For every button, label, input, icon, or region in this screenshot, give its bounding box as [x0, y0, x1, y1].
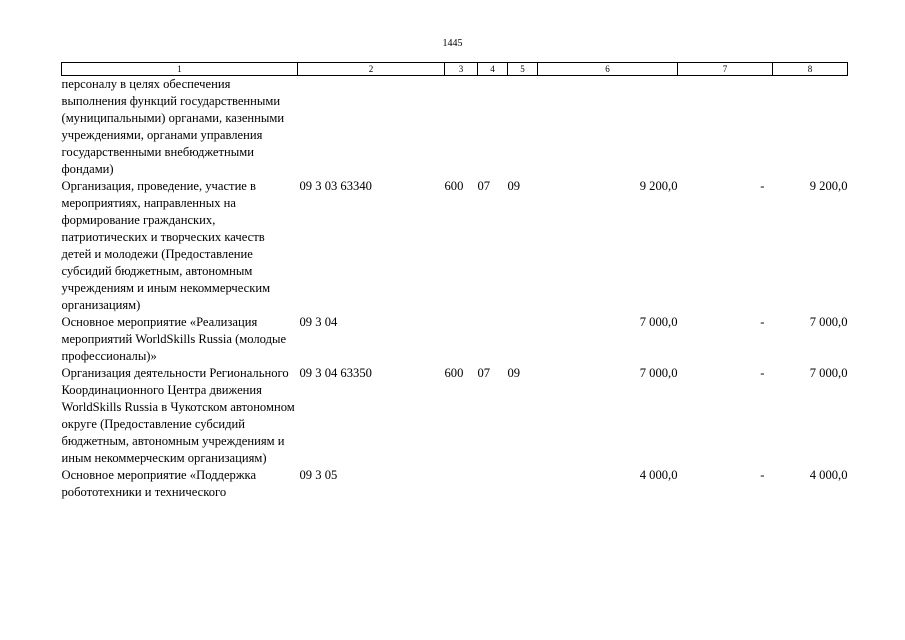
row-pr [508, 467, 538, 501]
row-name: Основное мероприятие «Реализация мероприятий WorldSkills Russia (молодые профессионалы)» [61, 315, 287, 363]
row-amount: 7 000,0 [639, 366, 678, 380]
header-row [62, 63, 848, 76]
column-header-8: 8 [773, 63, 848, 76]
budget-table [61, 62, 848, 501]
row-rz: 07 [477, 366, 491, 380]
table-row [62, 178, 848, 314]
column-header-3: 3 [445, 63, 478, 76]
row-name: Организация, проведение, участие в мероприятиях, направленных на формирование гражданских, патриотических и творческих качеств детей и молодежи (Предоставление субсидий бюджетным, автономным учреждениям и иным некоммерческим организациям) [61, 179, 271, 312]
row-pr: 09 [507, 179, 521, 193]
column-header-5: 5 [508, 63, 538, 76]
row-rz [478, 314, 508, 365]
column-header-1: 1 [62, 63, 298, 76]
row-amount: 4 000,0 [639, 468, 678, 482]
row-pr [508, 314, 538, 365]
column-header-2: 2 [298, 63, 445, 76]
row-total [773, 76, 848, 179]
row-amount [538, 76, 678, 179]
row-total: 7 000,0 [809, 366, 848, 380]
row-code [298, 76, 445, 179]
table-row [62, 365, 848, 467]
row-total: 7 000,0 [809, 315, 848, 329]
row-code: 09 3 04 63350 [299, 366, 372, 380]
table-body [62, 76, 848, 502]
row-change: - [760, 366, 765, 380]
row-name: Организация деятельности Регионального Координационного Центра движения WorldSkills Russia в Чукотском автономном округе (Предоставление субсидий бюджетным, автономным учреждениям и иным некоммерческим организациям) [61, 366, 295, 465]
row-vr [445, 76, 478, 179]
row-amount: 7 000,0 [639, 315, 678, 329]
column-header-7: 7 [678, 63, 773, 76]
row-vr [445, 467, 478, 501]
row-change: - [760, 315, 765, 329]
column-header-4: 4 [478, 63, 508, 76]
row-code: 09 3 05 [299, 468, 338, 482]
table-row [62, 314, 848, 365]
row-change [678, 76, 773, 179]
row-vr: 600 [444, 179, 464, 193]
row-total: 9 200,0 [809, 179, 848, 193]
row-rz: 07 [477, 179, 491, 193]
table-row [62, 467, 848, 501]
table-header [62, 63, 848, 76]
column-header-6: 6 [538, 63, 678, 76]
row-name: персоналу в целях обеспечения выполнения функций государственными (муниципальными) органами, казенными учреждениями, органами управления государственными внебюджетными фондами) [61, 77, 285, 176]
row-name: Основное мероприятие «Поддержка робототехники и технического [61, 468, 257, 499]
row-amount: 9 200,0 [639, 179, 678, 193]
row-pr: 09 [507, 366, 521, 380]
row-change: - [760, 468, 765, 482]
row-code: 09 3 03 63340 [299, 179, 372, 193]
row-code: 09 3 04 [299, 315, 338, 329]
row-rz [478, 467, 508, 501]
row-pr [508, 76, 538, 179]
page-number: 1445 [442, 38, 463, 49]
row-total: 4 000,0 [809, 468, 848, 482]
table-row [62, 76, 848, 179]
row-change: - [760, 179, 765, 193]
row-rz [478, 76, 508, 179]
row-vr [445, 314, 478, 365]
row-vr: 600 [444, 366, 464, 380]
